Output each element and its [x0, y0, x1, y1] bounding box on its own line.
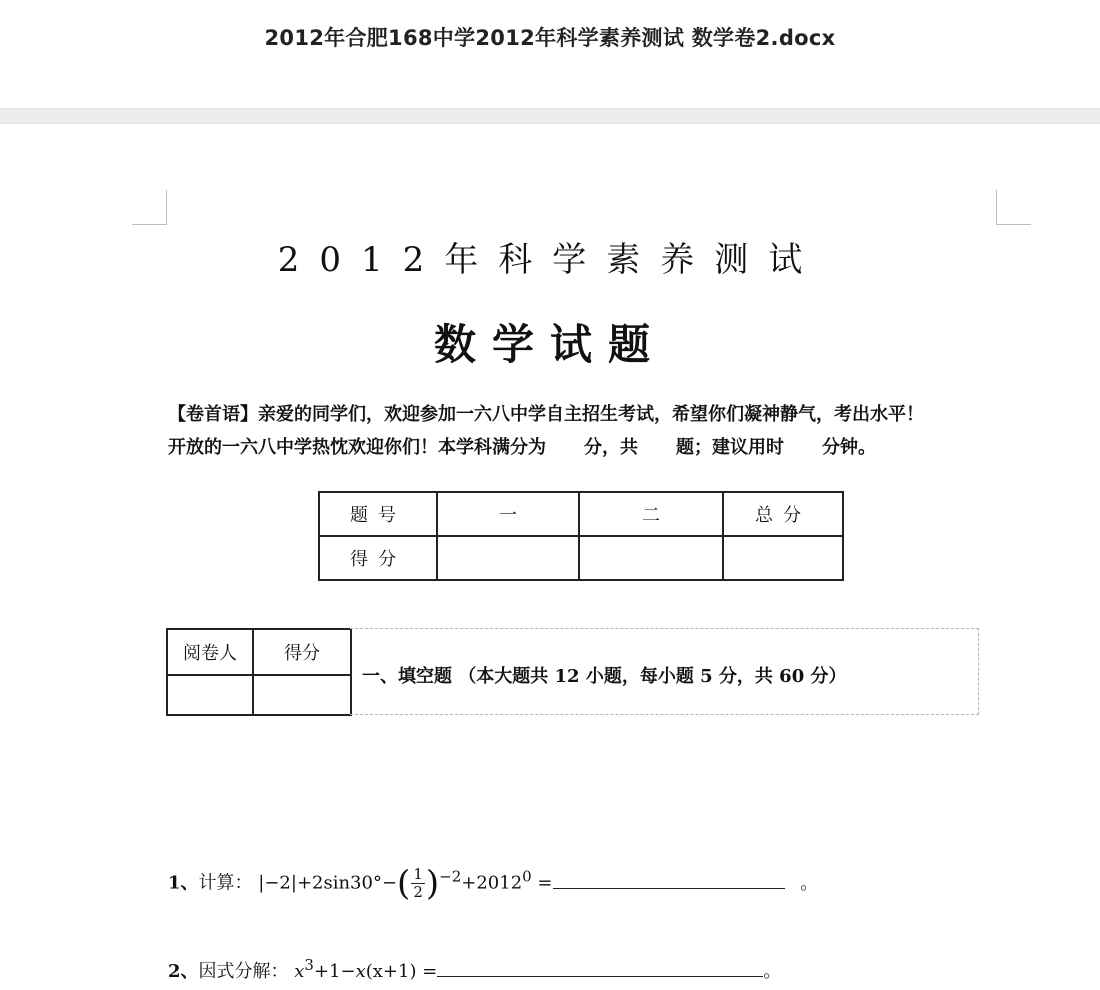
score-cell-part2 — [579, 536, 723, 580]
question-end: 。 — [800, 872, 819, 894]
exponent-3: 3 — [304, 956, 314, 974]
math-var-x2: x — [355, 961, 366, 982]
equals-sign: = — [537, 872, 553, 894]
grader-cell-reviewer — [167, 675, 253, 715]
section-1-title: 一、填空题 （本大题共 12 小题，每小题 5 分，共 60 分） — [362, 666, 847, 687]
viewer-divider — [0, 108, 1100, 124]
grader-header-row — [167, 629, 351, 675]
question-prompt: 因式分解： — [198, 961, 289, 982]
fraction-numerator: 1 — [413, 865, 423, 883]
preface-text-a: 开放的一六八中学热忱欢迎你们！本学科满分为 — [168, 437, 546, 458]
exponent-neg2: −2 — [439, 867, 462, 886]
preface-text-b: 分，共 — [584, 437, 638, 458]
math-sin-term: +2sin30°− — [296, 872, 398, 894]
preface-line-1: 【卷首语】亲爱的同学们，欢迎参加一六八中学自主招生考试，希望你们凝神静气，考出水平！ — [168, 404, 924, 425]
preface — [168, 398, 1008, 464]
score-cell-total — [723, 536, 843, 580]
math-paren-term: (x+1) — [365, 961, 417, 982]
question-prompt: 计算： — [198, 872, 253, 894]
score-header-total: 总分 — [723, 492, 843, 536]
preface-text-d: 分钟。 — [822, 437, 876, 458]
math-plus-one-minus: +1− — [313, 961, 356, 982]
fraction-denominator: 2 — [413, 883, 423, 901]
answer-blank-1[interactable] — [553, 872, 785, 889]
score-table — [318, 491, 844, 581]
grader-cell-score — [253, 675, 351, 715]
question-end: 。 — [763, 961, 782, 982]
grader-header-reviewer: 阅卷人 — [167, 629, 253, 675]
fraction-half — [411, 866, 425, 901]
margin-corner-mark-left — [132, 190, 167, 225]
math-var-x: x — [294, 961, 305, 982]
equals-sign: = — [422, 961, 438, 982]
score-cell-part1 — [437, 536, 579, 580]
section-1-header — [166, 628, 980, 716]
preface-text-c: 题；建议用时 — [676, 437, 784, 458]
paren-close: ) — [425, 863, 440, 904]
score-header-label: 题号 — [319, 492, 437, 536]
subject-title: 数学试题 — [433, 320, 666, 369]
paren-open: ( — [397, 863, 411, 904]
question-2 — [168, 956, 781, 983]
grader-entry-row — [167, 675, 351, 715]
score-header-part2: 二 — [579, 492, 723, 536]
grader-header-score: 得分 — [253, 629, 351, 675]
score-table-header-row — [319, 492, 843, 536]
question-1 — [168, 863, 819, 904]
title-bar — [0, 0, 1100, 108]
margin-corner-mark-right — [996, 190, 1031, 225]
exam-title: 2012年科学素养测试 — [277, 240, 823, 280]
grader-table — [166, 628, 352, 716]
math-abs: |−2| — [258, 872, 297, 894]
answer-blank-2[interactable] — [437, 960, 763, 977]
question-number: 2、 — [168, 961, 199, 982]
document-filename: 2012年合肥168中学2012年科学素养测试 数学卷2.docx — [264, 26, 836, 50]
math-2012-term: +2012 — [461, 872, 523, 894]
exponent-zero: 0 — [522, 867, 532, 886]
score-row-label: 得分 — [319, 536, 437, 580]
score-table-score-row — [319, 536, 843, 580]
math-expression — [294, 956, 417, 982]
score-header-part1: 一 — [437, 492, 579, 536]
question-number: 1、 — [168, 872, 199, 894]
preface-line-2 — [168, 431, 1008, 464]
